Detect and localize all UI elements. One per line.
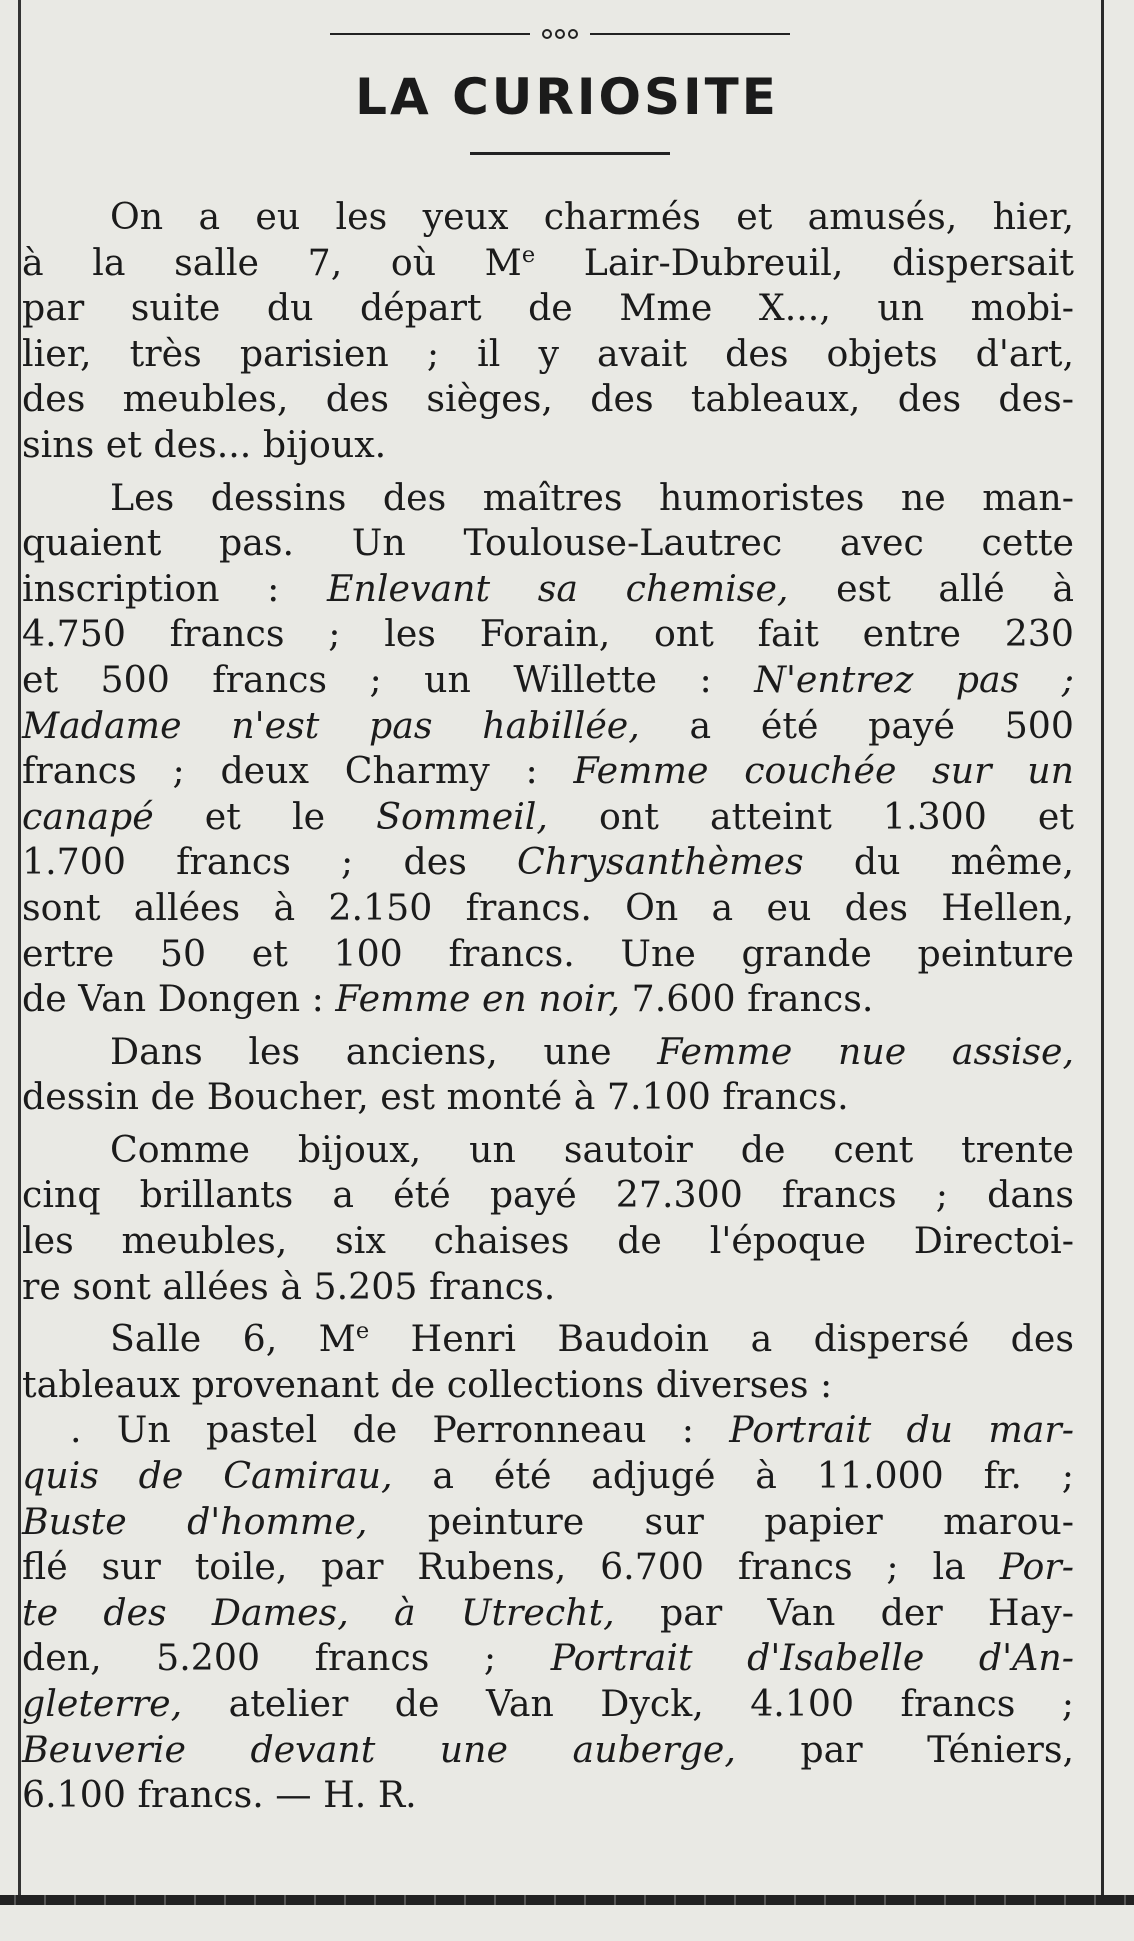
paragraph-1 bbox=[22, 194, 1074, 468]
text-line: Buste d'homme, peinture sur papier marou- bbox=[22, 1499, 1074, 1543]
text-line: et 500 francs ; un Willette : N'entrez pas ; bbox=[22, 657, 1074, 701]
text-line: den, 5.200 francs ; Portrait d'Isabelle d'An- bbox=[22, 1636, 1074, 1680]
text-line: Salle 6, Me Henri Baudoin a dispersé des bbox=[110, 1317, 1074, 1361]
text-line: inscription : Enlevant sa chemise, est allé à bbox=[22, 566, 1074, 610]
text-line: dessin de Boucher, est monté à 7.100 francs. bbox=[22, 1075, 849, 1119]
ornament-line-right bbox=[590, 33, 790, 35]
text-line: Comme bijoux, un sautoir de cent trente bbox=[110, 1127, 1074, 1171]
bottom-column-rule bbox=[0, 1895, 1134, 1905]
paragraph-2 bbox=[22, 475, 1074, 1022]
text-line: lier, très parisien ; il y avait des objets d'art, bbox=[22, 331, 1074, 375]
text-line: gleterre, atelier de Van Dyck, 4.100 francs ; bbox=[22, 1682, 1074, 1725]
ornament-knot-icon bbox=[530, 28, 590, 40]
text-line: quaient pas. Un Toulouse-Lautrec avec cette bbox=[22, 521, 1074, 565]
headline-underline bbox=[470, 152, 670, 155]
article-headline: LA CURIOSITE bbox=[355, 68, 779, 126]
text-line: quis de Camirau, a été adjugé à 11.000 fr. ; bbox=[22, 1454, 1074, 1498]
text-line: Dans les anciens, une Femme nue assise, bbox=[110, 1029, 1074, 1073]
text-line: On a eu les yeux charmés et amusés, hier, bbox=[110, 195, 1074, 238]
text-line: de Van Dongen : Femme en noir, 7.600 francs. bbox=[22, 977, 874, 1021]
text-line: par suite du départ de Mme X..., un mobi- bbox=[22, 286, 1074, 330]
text-line: flé sur toile, par Rubens, 6.700 francs ; la Por- bbox=[22, 1545, 1074, 1589]
text-line: re sont allées à 5.205 francs. bbox=[22, 1264, 556, 1308]
text-line: 1.700 francs ; des Chrysanthèmes du même, bbox=[22, 840, 1074, 884]
text-line: sins et des... bijoux. bbox=[22, 422, 387, 466]
text-line: les meubles, six chaises de l'époque Directoi- bbox=[22, 1219, 1074, 1263]
text-line: cinq brillants a été payé 27.300 francs ; dans bbox=[22, 1173, 1074, 1217]
text-line: 4.750 francs ; les Forain, ont fait entre 230 bbox=[22, 612, 1074, 656]
text-line: . Un pastel de Perronneau : Portrait du mar- bbox=[70, 1408, 1074, 1452]
text-line: sont allées à 2.150 francs. On a eu des Hellen, bbox=[22, 885, 1074, 929]
article-signature: 6.100 francs. — H. R. bbox=[22, 1773, 417, 1817]
text-line: Beuverie devant une auberge, par Téniers, bbox=[22, 1727, 1074, 1771]
text-line: à la salle 7, où Me Lair-Dubreuil, dispersait bbox=[22, 240, 1074, 284]
text-line: francs ; deux Charmy : Femme couchée sur un bbox=[22, 749, 1074, 793]
text-line: canapé et le Sommeil, ont atteint 1.300 et bbox=[22, 794, 1074, 838]
paragraph-4 bbox=[22, 1127, 1074, 1309]
text-line: Madame n'est pas habillée, a été payé 500 bbox=[22, 703, 1074, 747]
text-line: te des Dames, à Utrecht, par Van der Hay- bbox=[22, 1590, 1074, 1634]
text-line: des meubles, des sièges, des tableaux, des des- bbox=[22, 377, 1074, 421]
paragraph-3 bbox=[22, 1029, 1074, 1120]
ornament-line-left bbox=[330, 33, 530, 35]
paragraph-5 bbox=[22, 1316, 1074, 1818]
text-line: ertre 50 et 100 francs. Une grande peinture bbox=[22, 931, 1074, 975]
text-line: Les dessins des maîtres humoristes ne man- bbox=[110, 475, 1074, 519]
text-line: tableaux provenant de collections diverses : bbox=[22, 1362, 833, 1406]
article-body bbox=[22, 194, 1074, 1825]
top-ornament-rule bbox=[330, 28, 790, 40]
